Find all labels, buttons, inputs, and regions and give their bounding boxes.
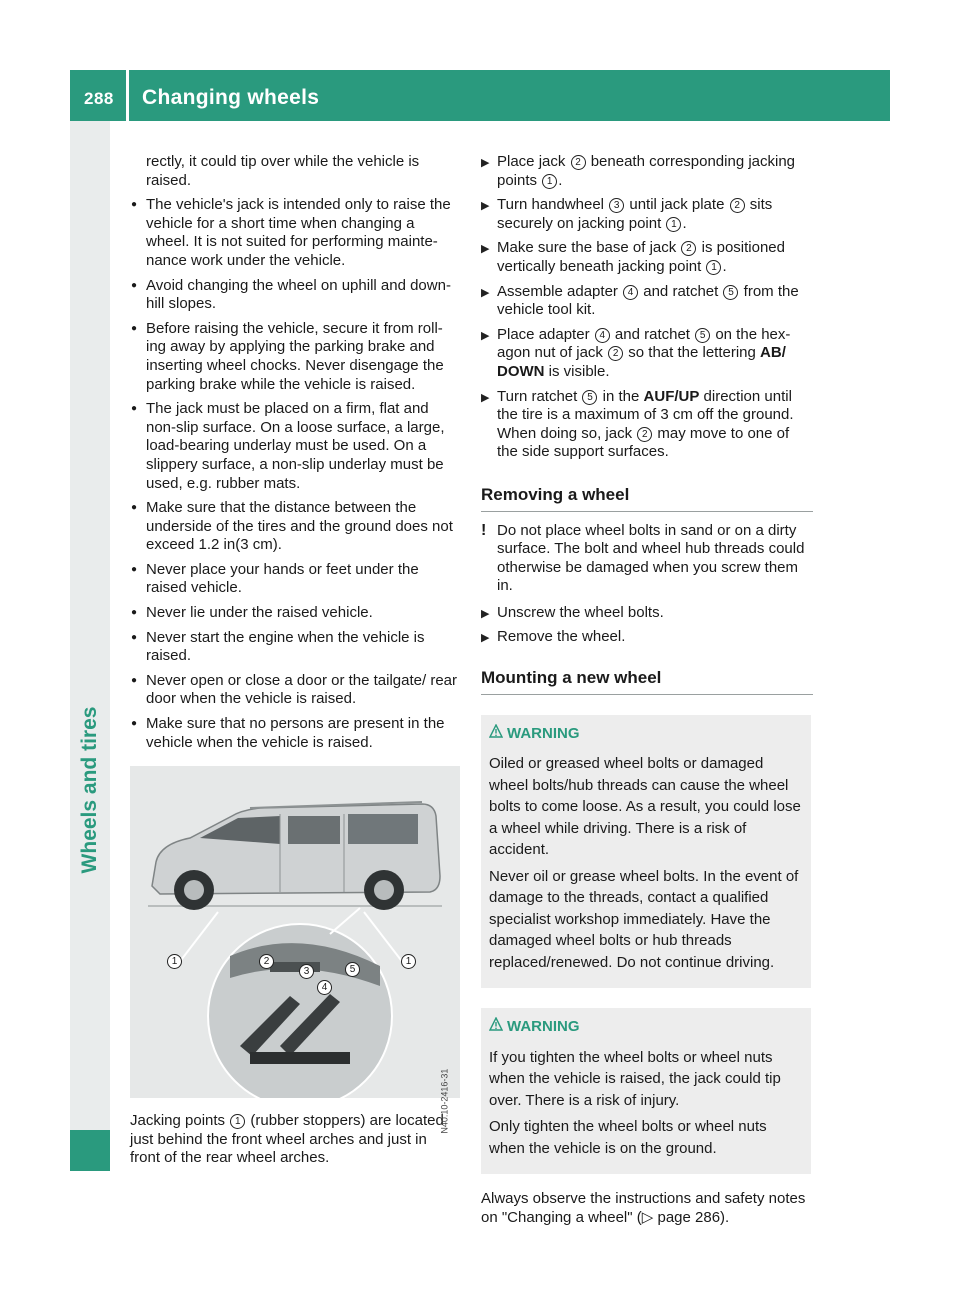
step-place-jack: ▶ Place jack 2 beneath corresponding jacking points 1 . bbox=[481, 153, 813, 190]
marker-1-right: 1 bbox=[401, 954, 416, 969]
warning-text: Oiled or greased wheel bolts or damaged wheel bolts/hub threads can cause the wheel bolts to come loose. As a result, you could lose a wheel while driving. There is a risk of accident. bbox=[489, 755, 801, 859]
left-column bbox=[130, 153, 460, 1174]
warning-triangle-icon bbox=[489, 1017, 503, 1031]
rear-wheel-rim bbox=[374, 880, 394, 900]
step-turn-ratchet: ▶ Turn ratchet 5 in the AUF/UP direction until the tire is a maximum of 3 cm off the ground. When doing so, jack 2 may move to one of the side support surfaces. bbox=[481, 388, 813, 462]
bullet-item: ● Make sure that the distance between the underside of the tires and the ground does not exceed 1.2 in(3 cm). bbox=[130, 499, 460, 555]
marker-2: 2 bbox=[259, 954, 274, 969]
section-tab bbox=[70, 590, 110, 990]
step-unscrew-bolts: ▶ Unscrew the wheel bolts. bbox=[481, 604, 813, 623]
front-wheel-rim bbox=[184, 880, 204, 900]
van-rear-window bbox=[348, 814, 418, 844]
continued-text: rectly, it could tip over while the vehicle is raised. bbox=[146, 153, 420, 189]
section-tab-label: Wheels and tires bbox=[78, 706, 101, 874]
exclamation-icon: ! bbox=[481, 521, 487, 539]
page-title: Changing wheels bbox=[142, 86, 320, 109]
bullet-item: ● The vehicle's jack is intended only to raise the vehicle for a short time when changing a wheel. It is not suited for performing mainte-nance work under the vehicle. bbox=[130, 196, 460, 270]
marker-3: 3 bbox=[299, 964, 314, 979]
marker-1-left: 1 bbox=[167, 954, 182, 969]
jack-base bbox=[250, 1052, 350, 1064]
jacking-points-figure bbox=[130, 766, 460, 1134]
marker-5: 5 bbox=[345, 962, 360, 977]
warning-box-tighten bbox=[481, 1008, 811, 1174]
warning-title: WARNING bbox=[489, 725, 803, 744]
bullet-item: ● Never start the engine when the vehicle is raised. bbox=[130, 629, 460, 666]
warning-title: WARNING bbox=[489, 1018, 803, 1037]
right-column bbox=[481, 153, 813, 1234]
page-reference-link[interactable]: page 286). bbox=[657, 1208, 730, 1226]
leader-line bbox=[330, 908, 360, 934]
van-jack-illustration bbox=[130, 766, 460, 1098]
warning-text: Only tighten the wheel bolts or wheel nuts when the vehicle is on the ground. bbox=[489, 1118, 767, 1157]
warning-box-bolts bbox=[481, 715, 811, 989]
step-remove-wheel: ▶ Remove the wheel. bbox=[481, 628, 813, 647]
warning-text: If you tighten the wheel bolts or wheel nuts when the vehicle is raised, the jack could tip over. There is a risk of injury. bbox=[489, 1048, 781, 1109]
bullet-item: ● Avoid changing the wheel on uphill and down-hill slopes. bbox=[130, 277, 460, 314]
closing-note: Always observe the instructions and safety notes on "Changing a wheel" (▷ page 286). bbox=[481, 1190, 806, 1226]
bullet-item: ● Never place your hands or feet under the raised vehicle. bbox=[130, 561, 460, 598]
page-reference-arrow-icon: ▷ bbox=[641, 1208, 654, 1226]
bullet-item: ● Before raising the vehicle, secure it from roll-ing away by applying the parking brake and inserting wheel chocks. Never disengage the parking brake while the vehicle is raised. bbox=[130, 320, 460, 394]
heading-mounting-wheel: Mounting a new wheel bbox=[481, 669, 813, 695]
header-separator bbox=[126, 70, 129, 121]
bullet-item: ● Never open or close a door or the tailgate/ rear door when the vehicle is raised. bbox=[130, 672, 460, 709]
figure-code: N40.10-2416-31 bbox=[439, 1068, 450, 1134]
bullet-item: ● Never lie under the raised vehicle. bbox=[130, 604, 460, 623]
section-marker bbox=[70, 1130, 110, 1171]
step-turn-handwheel: ▶ Turn handwheel 3 until jack plate 2 sits securely on jacking point 1 . bbox=[481, 196, 813, 233]
page-header bbox=[70, 70, 890, 121]
leader-line bbox=[178, 912, 218, 964]
heading-removing-wheel: Removing a wheel bbox=[481, 486, 813, 512]
warning-triangle-icon bbox=[489, 724, 503, 738]
bullet-item: ● Make sure that no persons are present in the vehicle when the vehicle is raised. bbox=[130, 715, 460, 752]
page-number: 288 bbox=[84, 89, 114, 108]
bullet-item: ● The jack must be placed on a firm, flat and non-slip surface. On a loose surface, a large, load-bearing underlay must be used. On a slippery surface, a non-slip underlay must be used, e.g. rubber mats. bbox=[130, 400, 460, 493]
warning-text: Never oil or grease wheel bolts. In the event of damage to the threads, contact a qualified specialist workshop immediately. Have the damaged wheel bolts or hub threads replaced/renewed. Do not continue driving. bbox=[489, 867, 799, 971]
marker-1: 1 bbox=[230, 1114, 245, 1129]
van-side-window bbox=[288, 816, 340, 844]
notice-wheel-bolts: ! Do not place wheel bolts in sand or on a dirty surface. The bolt and wheel hub threads could otherwise be damaged when you screw them in. bbox=[481, 521, 805, 595]
marker-4: 4 bbox=[317, 980, 332, 995]
step-check-base: ▶ Make sure the base of jack 2 is positioned vertically beneath jacking point 1 . bbox=[481, 239, 813, 276]
figure-caption: Jacking points 1 (rubber stoppers) are located just behind the front wheel arches and just in front of the rear wheel arches. bbox=[130, 1112, 444, 1167]
step-assemble-adapter: ▶ Assemble adapter 4 and ratchet 5 from the vehicle tool kit. bbox=[481, 283, 813, 320]
step-place-adapter: ▶ Place adapter 4 and ratchet 5 on the hex-agon nut of jack 2 so that the lettering AB/ DOWN is visible. bbox=[481, 326, 813, 382]
